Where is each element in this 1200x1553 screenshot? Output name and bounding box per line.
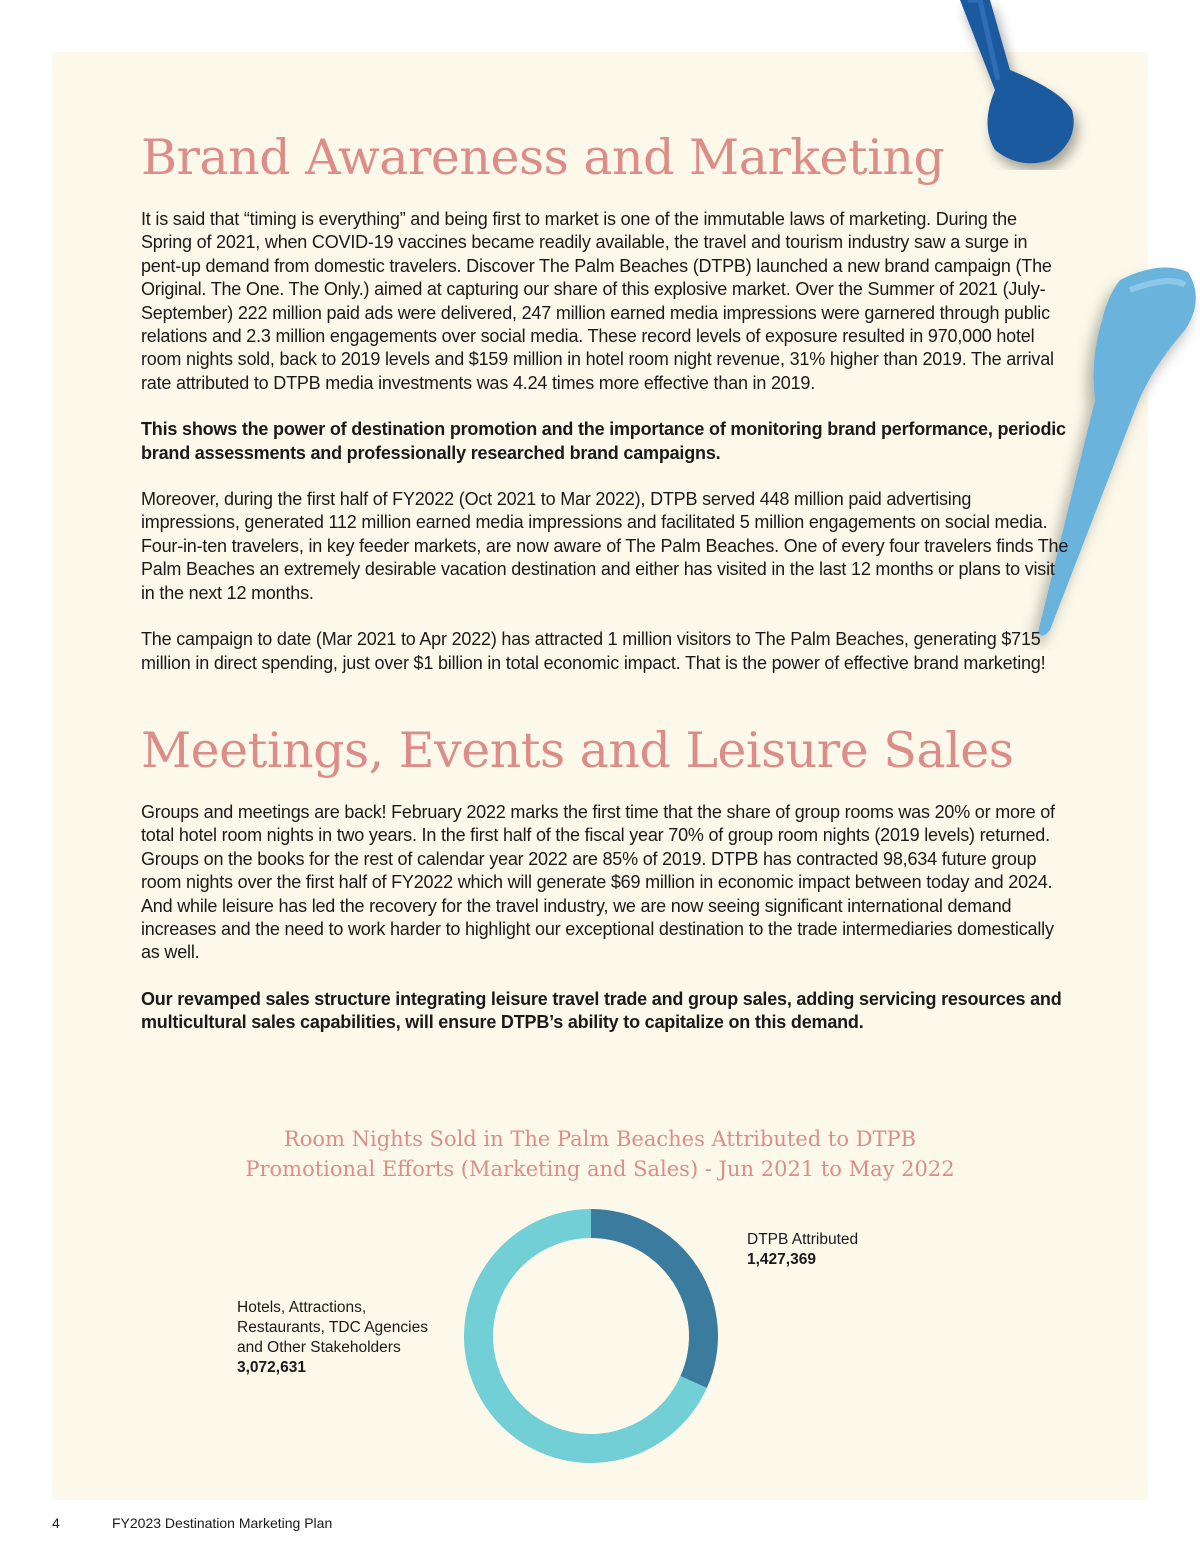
slice-value-text: 1,427,369 <box>747 1251 816 1268</box>
slice-label-text: Hotels, Attractions, Restaurants, TDC Agencies and Other Stakeholders <box>237 1299 428 1356</box>
section-heading-brand-awareness: Brand Awareness and Marketing <box>141 129 945 186</box>
slice-value-text: 3,072,631 <box>237 1359 306 1376</box>
donut-chart <box>460 1205 722 1467</box>
footer-doc-title: FY2023 Destination Marketing Plan <box>112 1515 333 1531</box>
paragraph: Groups and meetings are back! February 2022 marks the first time that the share of group rooms was 20% or more of total hotel room nights in two years. In the first half of the fiscal year 70% of group room nights (2019 levels) returned. Groups on the books for the rest of calendar year 2022 are 85% of 2019. DTPB has contracted 98,634 future group room nights over the first half of FY2022 which will generate $69 million in economic impact between today and 2024. And while leisure has led the recovery for the travel industry, we are now seeing significant international demand increases and the need to work harder to highlight our exceptional destination to the trade intermediaries domestically as well. <box>141 801 1055 963</box>
section-heading-meetings-events: Meetings, Events and Leisure Sales <box>141 721 1014 779</box>
paragraph: It is said that “timing is everything” and being first to market is one of the immutable laws of marketing. During the Spring of 2021, when COVID-19 vaccines became readily available, the travel and tourism industry saw a surge in pent-up demand from domestic travelers. Discover The Palm Beaches (DTPB) launched a new brand campaign (The Original. The One. The Only.) aimed at capturing our share of this explosive market. Over the Summer of 2021 (July-September) 222 million paid ads were delivered, 247 million earned media impressions were garnered through public relations and 2.3 million engagements over social media. These record levels of exposure resulted in 970,000 hotel room nights sold, back to 2019 levels and $159 million in hotel room night revenue, 31% higher than 2019. The arrival rate attributed to DTPB media investments was 4.24 times more effective than in 2019. <box>141 209 1054 393</box>
slice-label-stakeholders <box>237 1298 447 1378</box>
slice-label-text: DTPB Attributed <box>747 1231 859 1248</box>
emphasis-paragraph: This shows the power of destination promotion and the importance of monitoring brand performance, periodic brand assessments and professionally researched brand campaigns. <box>141 419 1066 463</box>
paragraph: The campaign to date (Mar 2021 to Apr 2022) has attracted 1 million visitors to The Palm Beaches, generating $715 million in direct spending, just over $1 billion in total economic impact. That is the power of effective brand marketing! <box>141 629 1046 673</box>
emphasis-paragraph: Our revamped sales structure integrating leisure travel trade and group sales, adding servicing resources and multicultural sales capabilities, will ensure DTPB’s ability to capitalize on this demand. <box>141 988 1062 1033</box>
chart-title-line-2: Promotional Efforts (Marketing and Sales) - Jun 2021 to May 2022 <box>245 1157 955 1181</box>
page-number: 4 <box>52 1515 60 1531</box>
chart-title <box>52 1124 1148 1184</box>
slice-label-dtpb <box>747 1230 858 1270</box>
article-body <box>141 128 1071 1058</box>
donut-slice-0 <box>591 1209 718 1388</box>
chart-title-line-1: Room Nights Sold in The Palm Beaches Attributed to DTPB <box>283 1127 917 1151</box>
paragraph: Moreover, during the first half of FY2022 (Oct 2021 to Mar 2022), DTPB served 448 million paid advertising impressions, generated 112 million earned media impressions and facilitated 5 million engagements on social media. Four-in-ten travelers, in key feeder markets, are now aware of The Palm Beaches. One of every four travelers finds The Palm Beaches an extremely desirable vacation destination and either has visited in the last 12 months or plans to visit in the next 12 months. <box>141 489 1069 603</box>
